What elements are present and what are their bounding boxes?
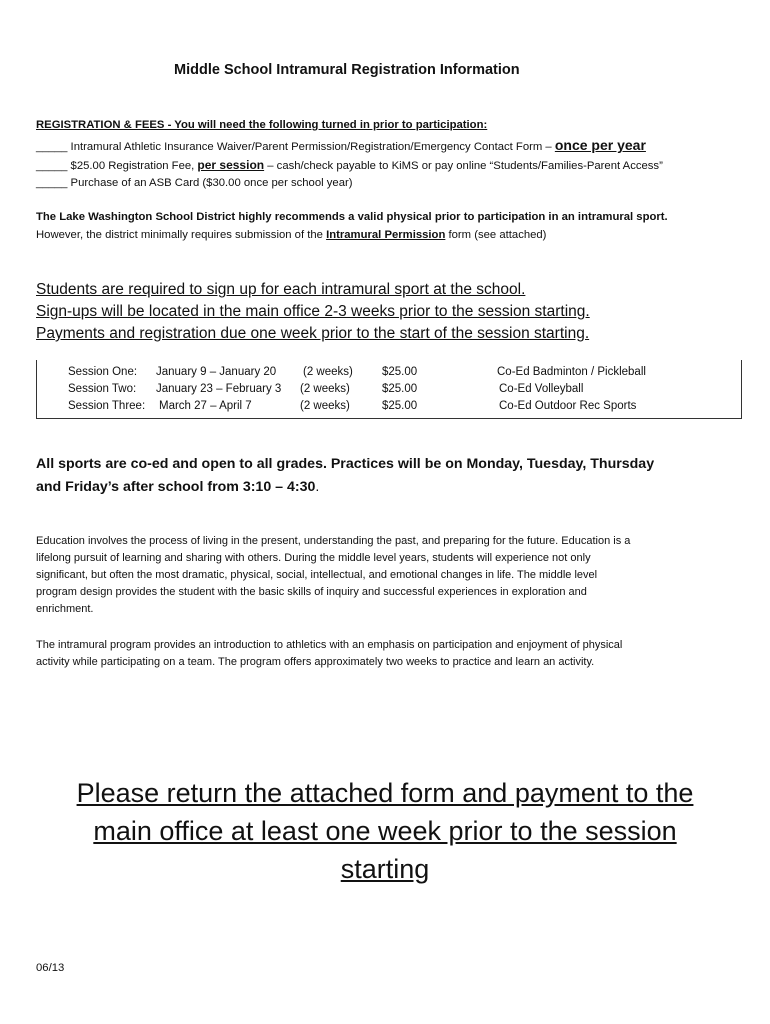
physical-requirement [36, 229, 546, 241]
once-per-year-emphasis: once per year [554, 137, 646, 153]
session-length: (2 weeks) [303, 366, 353, 378]
education-line-1: Education involves the process of living in the present, understanding the past, and preparing for the future. Education is a [36, 535, 631, 547]
registration-item-fee [36, 158, 663, 172]
session-length: (2 weeks) [300, 383, 350, 395]
all-sports-line-2 [36, 479, 319, 495]
session-sport: Co-Ed Outdoor Rec Sports [499, 400, 637, 412]
session-dates: March 27 – April 7 [159, 400, 252, 412]
all-sports-line-1: All sports are co-ed and open to all grades. Practices will be on Monday, Tuesday, Thursday [36, 456, 655, 472]
closing-line-3: starting [340, 854, 430, 884]
per-session-emphasis: per session [197, 158, 265, 172]
sessions-table [36, 360, 742, 419]
registration-item-waiver [36, 137, 646, 153]
registration-heading: REGISTRATION & FEES - You will need the following turned in prior to participation: [36, 119, 488, 131]
education-line-4: program design provides the student with the basic skills of inquiry and successful experiences in exploration and [36, 586, 587, 598]
education-line-3: significant, but often the most dramatic, physical, social, intellectual, and emotional changes in life. The middle level [36, 569, 598, 581]
session-dates: January 23 – February 3 [156, 383, 282, 395]
signup-line-1: Students are required to sign up for each intramural sport at the school. [36, 281, 526, 298]
program-line-1: The intramural program provides an introduction to athletics with an emphasis on participation and enjoyment of physical [36, 639, 623, 651]
session-name: Session Two: [68, 383, 137, 395]
program-line-2: activity while participating on a team. The program offers approximately two weeks to practice and learn an activity. [36, 656, 595, 668]
session-name: Session Three: [68, 400, 146, 412]
closing-line-2: main office at least one week prior to the session [93, 816, 677, 846]
physical-requirement-post: form (see attached) [445, 229, 547, 241]
session-sport: Co-Ed Volleyball [499, 383, 584, 395]
signup-line-2: Sign-ups will be located in the main office 2-3 weeks prior to the session starting. [36, 303, 590, 320]
session-dates: January 9 – January 20 [156, 366, 277, 378]
registration-item-asb: _____ Purchase of an ASB Card ($30.00 once per school year) [36, 177, 353, 189]
fee-text-post: – cash/check payable to KiMS or pay online “Students/Families-Parent Access” [264, 160, 663, 172]
session-sport: Co-Ed Badminton / Pickleball [497, 366, 646, 378]
session-length: (2 weeks) [300, 400, 350, 412]
session-name: Session One: [68, 366, 138, 378]
session-fee: $25.00 [382, 400, 418, 412]
practice-times-period: . [315, 479, 320, 495]
page-title: Middle School Intramural Registration Information [174, 62, 520, 78]
physical-requirement-pre: However, the district minimally requires submission of the [36, 229, 327, 241]
physical-recommendation: The Lake Washington School District highly recommends a valid physical prior to participation in an intramural sport. [36, 211, 668, 223]
date-code: 06/13 [36, 962, 65, 974]
session-fee: $25.00 [382, 366, 418, 378]
closing-line-1: Please return the attached form and payment to the [76, 778, 694, 808]
session-fee: $25.00 [382, 383, 418, 395]
education-line-2: lifelong pursuit of learning and sharing with others. During the middle level years, students will experience not only [36, 552, 591, 564]
signup-line-3: Payments and registration due one week prior to the start of the session starting. [36, 325, 590, 342]
waiver-text: _____ Intramural Athletic Insurance Waiver/Parent Permission/Registration/Emergency Contact Form – [36, 141, 555, 153]
intramural-permission-emphasis: Intramural Permission [326, 229, 446, 241]
fee-text-pre: _____ $25.00 Registration Fee, [36, 160, 198, 172]
education-line-5: enrichment. [36, 603, 94, 615]
practice-times: and Friday’s after school from 3:10 – 4:30 [36, 479, 316, 495]
